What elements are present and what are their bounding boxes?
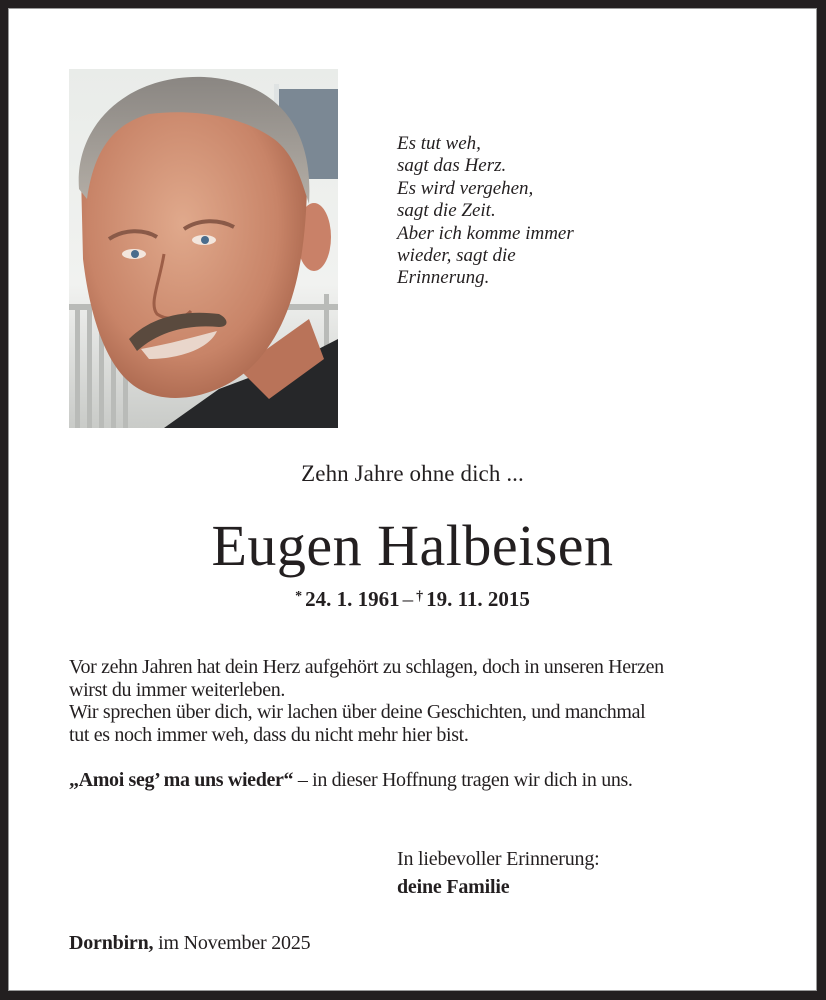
poem-line: Aber ich komme immer [397, 222, 574, 244]
obituary-card [8, 8, 817, 991]
closing-block [397, 845, 600, 901]
portrait-photo [69, 69, 338, 428]
message-line: Vor zehn Jahren hat dein Herz aufgehört zu schlagen, doch in unseren Herzen [69, 656, 664, 678]
poem-line: wieder, sagt die [397, 245, 516, 267]
publication-date: im November 2025 [153, 932, 311, 954]
poem-line: Es tut weh, [397, 133, 481, 154]
dialect-quote: „Amoi seg’ ma uns wieder“ [69, 769, 294, 791]
poem-line: sagt das Herz. [397, 155, 507, 177]
message-line: wirst du immer weiterleben. [69, 678, 286, 701]
message-line: tut es noch immer weh, dass du nicht mehr hier bist. [69, 723, 469, 746]
life-dates [8, 584, 817, 612]
date-separator: – [402, 587, 414, 611]
poem-line: Erinnerung. [397, 267, 490, 289]
hope-line [69, 768, 633, 792]
death-cross-icon: † [416, 589, 424, 604]
place-and-date [69, 930, 310, 956]
poem [397, 133, 574, 290]
birth-star-icon: * [295, 589, 303, 604]
poem-line: sagt die Zeit. [397, 200, 496, 222]
deceased-name: Eugen Halbeisen [211, 513, 614, 578]
birth-date: 24. 1. 1961 [305, 587, 400, 611]
hope-continuation: – in dieser Hoffnung tragen wir dich in uns. [293, 769, 633, 791]
intro-line: Zehn Jahre ohne dich ... [301, 461, 524, 486]
death-date: 19. 11. 2015 [426, 587, 530, 611]
portrait-image [69, 69, 338, 428]
closing-greeting: In liebevoller Erinnerung: [397, 848, 600, 870]
place-name: Dornbirn, [69, 932, 154, 954]
memorial-message [69, 656, 769, 746]
closing-signature: deine Familie [397, 876, 510, 898]
message-line: Wir sprechen über dich, wir lachen über deine Geschichten, und manchmal [69, 701, 646, 724]
poem-line: Es wird vergehen, [397, 177, 534, 199]
